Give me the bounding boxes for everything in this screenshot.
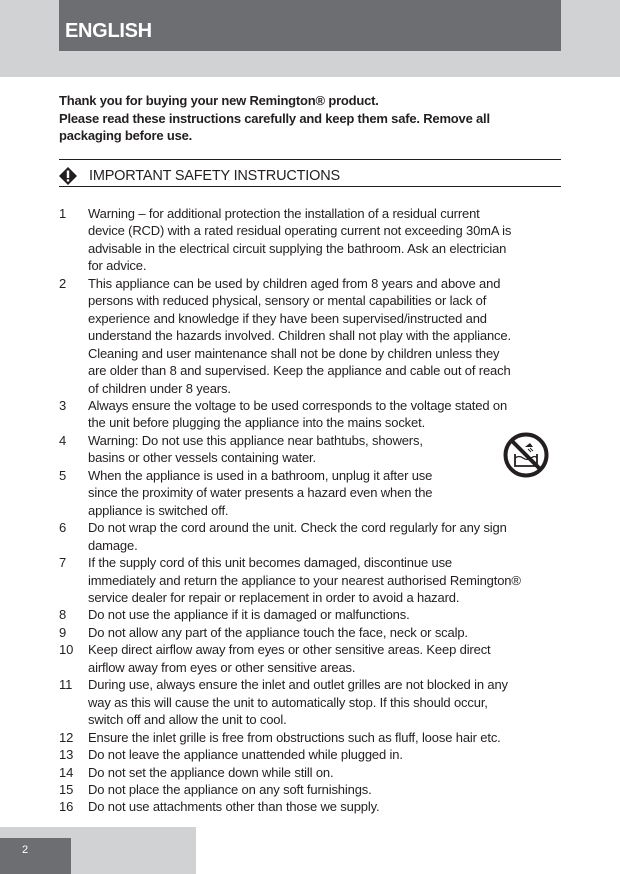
item-text <box>88 554 521 606</box>
intro-line: Please read these instructions carefully and keep them safe. Remove all <box>59 110 490 126</box>
item-text-line: immediately and return the appliance to your nearest authorised Remington® <box>88 572 521 588</box>
item-text-line: During use, always ensure the inlet and outlet grilles are not blocked in any <box>88 677 508 693</box>
language-tab <box>59 0 561 51</box>
item-text-line: This appliance can be used by children aged from 8 years and above and <box>88 275 501 291</box>
item-text-line: damage. <box>88 537 138 553</box>
list-item <box>59 676 564 728</box>
item-text-line: the unit before plugging the appliance into the mains socket. <box>88 415 426 431</box>
item-text-line: airflow away from eyes or other sensitive areas. <box>88 659 356 675</box>
item-number: 16 <box>59 799 74 815</box>
item-number: 3 <box>59 397 67 413</box>
list-item <box>59 432 564 467</box>
header-band <box>0 0 620 77</box>
list-item <box>59 519 564 554</box>
item-text <box>88 519 507 554</box>
item-number: 12 <box>59 729 74 745</box>
item-text-line: since the proximity of water presents a hazard even when the <box>88 485 433 501</box>
item-text <box>88 676 508 728</box>
item-text <box>88 764 333 781</box>
item-number: 8 <box>59 607 67 623</box>
item-text-line: of children under 8 years. <box>88 380 231 396</box>
item-number: 9 <box>59 624 67 640</box>
item-number: 11 <box>59 677 73 693</box>
item-text-line: Do not use attachments other than those we supply. <box>88 799 380 815</box>
list-item <box>59 798 564 815</box>
intro-text <box>59 92 539 145</box>
section-rule-bottom <box>59 186 561 187</box>
warning-diamond-icon <box>59 167 77 185</box>
no-bathtub-icon <box>503 432 549 478</box>
item-text-line: Warning – for additional protection the installation of a residual current <box>88 206 480 221</box>
item-number: 2 <box>59 275 67 291</box>
item-text-line: Cleaning and user maintenance shall not be done by children unless they <box>88 345 500 361</box>
item-text-line: Do not wrap the cord around the unit. Check the cord regularly for any sign <box>88 520 507 536</box>
page-number: 2 <box>22 844 29 856</box>
item-number: 15 <box>59 781 74 797</box>
list-item <box>59 397 564 432</box>
list-item <box>59 729 564 746</box>
item-text-line: Ensure the inlet grille is free from obstructions such as fluff, loose hair etc. <box>88 729 501 745</box>
page-number-tab <box>0 838 71 874</box>
item-text-line: Keep direct airflow away from eyes or other sensitive areas. Keep direct <box>88 642 491 658</box>
list-item <box>59 746 564 763</box>
item-text-line: Do not place the appliance on any soft furnishings. <box>88 781 372 797</box>
item-text-line: Do not set the appliance down while still on. <box>88 764 334 780</box>
section-rule-top <box>59 159 561 160</box>
section-title: IMPORTANT SAFETY INSTRUCTIONS <box>89 168 340 184</box>
item-number: 10 <box>59 642 74 658</box>
item-text-line: service dealer for repair or replacement in order to avoid a hazard. <box>88 589 460 605</box>
item-number: 13 <box>59 747 74 763</box>
item-text-line: If the supply cord of this unit becomes damaged, discontinue use <box>88 555 453 571</box>
item-number: 4 <box>59 432 67 448</box>
item-text <box>88 467 432 519</box>
item-text-line: switch off and allow the unit to cool. <box>88 712 287 728</box>
list-item <box>59 467 564 519</box>
list-item <box>59 641 564 676</box>
item-text-line: appliance is switched off. <box>88 502 229 518</box>
item-text <box>88 641 491 676</box>
item-text <box>88 397 507 432</box>
item-text-line: When the appliance is used in a bathroom, unplug it after use <box>88 467 433 483</box>
item-text-line: advisable in the electrical circuit supplying the bathroom. Ask an electrician <box>88 240 507 256</box>
item-text-line: are older than 8 and supervised. Keep the appliance and cable out of reach <box>88 363 511 379</box>
item-text <box>88 624 468 641</box>
item-number: 6 <box>59 520 67 536</box>
item-text <box>88 798 379 815</box>
item-number: 1 <box>59 206 67 221</box>
item-text-line: Do not use the appliance if it is damaged or malfunctions. <box>88 607 410 623</box>
item-text <box>88 746 403 763</box>
item-text <box>88 432 423 467</box>
item-text-line: basins or other vessels containing water. <box>88 450 316 466</box>
language-title: ENGLISH <box>65 20 152 42</box>
item-text-line: Do not leave the appliance unattended while plugged in. <box>88 747 403 763</box>
item-text-line: understand the hazards involved. Children shall not play with the appliance. <box>88 328 511 344</box>
item-number: 5 <box>59 467 67 483</box>
item-text <box>88 205 511 275</box>
item-text-line: way as this will cause the unit to automatically stop. If this should occur, <box>88 694 488 710</box>
list-item <box>59 781 564 798</box>
list-item <box>59 554 564 606</box>
list-item <box>59 624 564 641</box>
item-text-line: device (RCD) with a rated residual operating current not exceeding 30mA is <box>88 223 512 239</box>
section-heading <box>59 166 340 186</box>
item-text-line: experience and knowledge if they have been supervised/instructed and <box>88 310 487 326</box>
list-item <box>59 205 564 275</box>
item-text-line: Do not allow any part of the appliance touch the face, neck or scalp. <box>88 624 468 640</box>
intro-line: Thank you for buying your new Remington® product. <box>59 93 379 108</box>
safety-instructions-list <box>59 205 564 816</box>
item-text <box>88 781 372 798</box>
item-text-line: for advice. <box>88 258 147 274</box>
item-text <box>88 275 511 397</box>
item-text <box>88 729 501 746</box>
list-item <box>59 606 564 623</box>
list-item <box>59 275 564 397</box>
item-text-line: persons with reduced physical, sensory or mental capabilities or lack of <box>88 293 487 309</box>
item-text-line: Always ensure the voltage to be used corresponds to the voltage stated on <box>88 397 508 413</box>
item-number: 7 <box>59 555 67 571</box>
item-text <box>88 606 410 623</box>
list-item <box>59 764 564 781</box>
item-number: 14 <box>59 764 74 780</box>
item-text-line: Warning: Do not use this appliance near bathtubs, showers, <box>88 432 423 448</box>
intro-line: packaging before use. <box>59 128 193 143</box>
